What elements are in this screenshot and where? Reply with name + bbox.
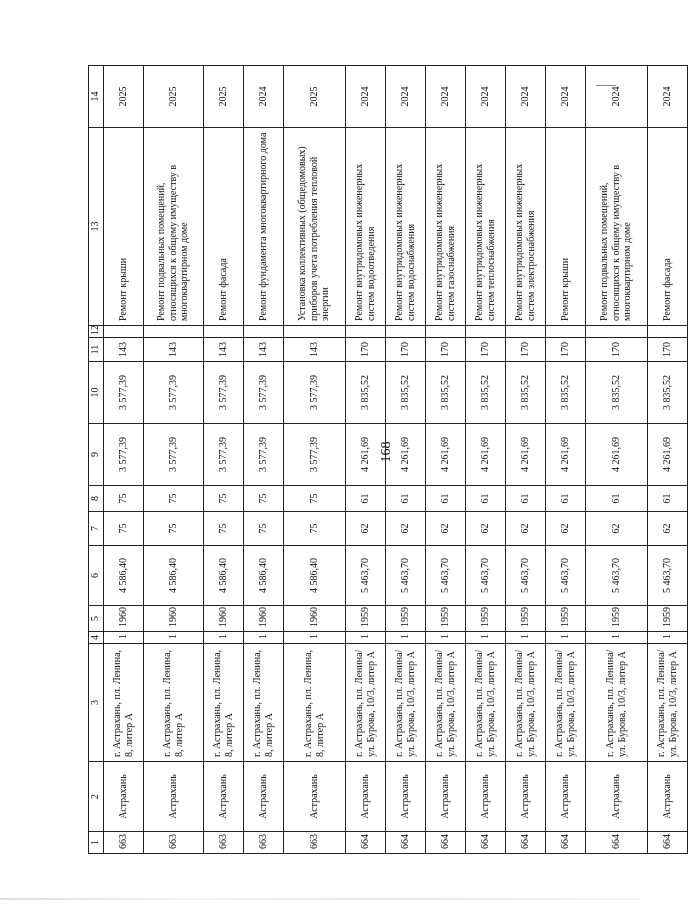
cell-number: 664 xyxy=(648,832,688,854)
table-container xyxy=(88,66,679,854)
table-row xyxy=(284,66,346,854)
cell-plan-year: 2024 xyxy=(506,66,546,128)
cell-work-type: Ремонт фундамента многоквартирного дома xyxy=(244,128,284,326)
cell-col4: 1 xyxy=(346,632,386,644)
cell-year: 1959 xyxy=(586,606,648,632)
cell-col9: 3 577,39 xyxy=(284,424,346,486)
cell-col10: 3 835,52 xyxy=(466,362,506,424)
cell-col10: 3 835,52 xyxy=(426,362,466,424)
cell-col9: 3 577,39 xyxy=(244,424,284,486)
cell-col9: 4 261,69 xyxy=(426,424,466,486)
cell-city: Астрахань xyxy=(204,762,244,832)
table-row xyxy=(506,66,546,854)
cell-col8: 61 xyxy=(648,486,688,512)
cell-address: г. Астрахань, пл. Ленина/ ул. Бурова, 10/3, литер А xyxy=(466,644,506,762)
table-row xyxy=(144,66,204,854)
cell-address: г. Астрахань, пл. Ленина, 8, литер А xyxy=(204,644,244,762)
cell-work-type: Ремонт внутридомовых инженерных систем электроснабжения xyxy=(506,128,546,326)
cell-year: 1959 xyxy=(648,606,688,632)
cell-work-type: Ремонт внутридомовых инженерных систем водоотведения xyxy=(346,128,386,326)
cell-col4: 1 xyxy=(546,632,586,644)
cell-number: 664 xyxy=(506,832,546,854)
cell-col8: 61 xyxy=(426,486,466,512)
cell-col8: 75 xyxy=(104,486,144,512)
cell-area: 5 463,70 xyxy=(506,546,546,606)
cell-col8: 61 xyxy=(506,486,546,512)
cell-col8: 75 xyxy=(284,486,346,512)
cell-city: Астрахань xyxy=(506,762,546,832)
cell-col10: 3 835,52 xyxy=(586,362,648,424)
cell-year: 1959 xyxy=(346,606,386,632)
cell-plan-year: 2024 xyxy=(546,66,586,128)
cell-col11: 170 xyxy=(386,338,426,362)
cell-area: 4 586,40 xyxy=(144,546,204,606)
cell-work-type: Ремонт подвальных помещений, относящихся к общему имуществу в многоквартирном доме xyxy=(586,128,648,326)
column-header-4: 4 xyxy=(89,632,104,644)
cell-city: Астрахань xyxy=(386,762,426,832)
cell-address: г. Астрахань, пл. Ленина/ ул. Бурова, 10/3, литер А xyxy=(546,644,586,762)
cell-col9: 3 577,39 xyxy=(204,424,244,486)
cell-area: 5 463,70 xyxy=(426,546,466,606)
cell-year: 1959 xyxy=(546,606,586,632)
column-header-5: 5 xyxy=(89,606,104,632)
column-header-1: 1 xyxy=(89,832,104,854)
cell-number: 663 xyxy=(104,832,144,854)
cell-city: Астрахань xyxy=(466,762,506,832)
cell-col11: 170 xyxy=(426,338,466,362)
cell-col12 xyxy=(466,326,506,338)
cell-col8: 61 xyxy=(546,486,586,512)
cell-address: г. Астрахань, пл. Ленина, 8, литер А xyxy=(244,644,284,762)
cell-col4: 1 xyxy=(586,632,648,644)
table-row xyxy=(386,66,426,854)
cell-col12 xyxy=(386,326,426,338)
cell-col10: 3 835,52 xyxy=(346,362,386,424)
cell-col7: 62 xyxy=(586,512,648,546)
cell-year: 1959 xyxy=(426,606,466,632)
cell-col7: 75 xyxy=(284,512,346,546)
cell-year: 1959 xyxy=(386,606,426,632)
cell-work-type: Ремонт внутридомовых инженерных систем газоснабжения xyxy=(426,128,466,326)
cell-col9: 3 577,39 xyxy=(104,424,144,486)
cell-address: г. Астрахань, пл. Ленина/ ул. Бурова, 10/3, литер А xyxy=(586,644,648,762)
cell-number: 664 xyxy=(466,832,506,854)
cell-col4: 1 xyxy=(386,632,426,644)
cell-address: г. Астрахань, пл. Ленина/ ул. Бурова, 10/3, литер А xyxy=(648,644,688,762)
cell-city: Астрахань xyxy=(244,762,284,832)
cell-col8: 75 xyxy=(144,486,204,512)
cell-year: 1960 xyxy=(244,606,284,632)
cell-col7: 75 xyxy=(244,512,284,546)
table-row xyxy=(466,66,506,854)
cell-col11: 170 xyxy=(546,338,586,362)
cell-col12 xyxy=(346,326,386,338)
cell-plan-year: 2024 xyxy=(244,66,284,128)
cell-col9: 4 261,69 xyxy=(586,424,648,486)
cell-area: 5 463,70 xyxy=(346,546,386,606)
column-header-10: 10 xyxy=(89,362,104,424)
cell-year: 1960 xyxy=(144,606,204,632)
column-header-9: 9 xyxy=(89,424,104,486)
cell-year: 1960 xyxy=(104,606,144,632)
cell-col11: 143 xyxy=(204,338,244,362)
table-row xyxy=(244,66,284,854)
column-header-11: 11 xyxy=(89,338,104,362)
cell-col10: 3 835,52 xyxy=(546,362,586,424)
cell-col7: 62 xyxy=(386,512,426,546)
cell-col8: 61 xyxy=(386,486,426,512)
cell-plan-year: 2025 xyxy=(144,66,204,128)
cell-col11: 170 xyxy=(506,338,546,362)
cell-city: Астрахань xyxy=(426,762,466,832)
cell-col12 xyxy=(104,326,144,338)
cell-address: г. Астрахань, пл. Ленина, 8, литер А xyxy=(284,644,346,762)
cell-city: Астрахань xyxy=(346,762,386,832)
cell-city: Астрахань xyxy=(546,762,586,832)
cell-col7: 62 xyxy=(466,512,506,546)
repair-schedule-table xyxy=(88,65,688,854)
table-body xyxy=(104,66,688,854)
cell-address: г. Астрахань, пл. Ленина/ ул. Бурова, 10/3, литер А xyxy=(386,644,426,762)
column-header-3: 3 xyxy=(89,644,104,762)
cell-col7: 75 xyxy=(144,512,204,546)
cell-plan-year: 2024 xyxy=(386,66,426,128)
cell-col11: 143 xyxy=(144,338,204,362)
cell-col9: 4 261,69 xyxy=(466,424,506,486)
cell-col12 xyxy=(204,326,244,338)
cell-col11: 143 xyxy=(244,338,284,362)
cell-work-type: Ремонт крыши xyxy=(104,128,144,326)
table-row xyxy=(104,66,144,854)
cell-number: 664 xyxy=(426,832,466,854)
cell-work-type: Ремонт крыши xyxy=(546,128,586,326)
cell-col7: 75 xyxy=(104,512,144,546)
cell-work-type: Установка коллективных (общедомовых) приборов учета потребления тепловой энергии xyxy=(284,128,346,326)
scan-bottom-edge xyxy=(0,898,639,900)
cell-col10: 3 835,52 xyxy=(386,362,426,424)
cell-plan-year: 2024 xyxy=(346,66,386,128)
cell-address: г. Астрахань, пл. Ленина, 8, литер А xyxy=(104,644,144,762)
cell-col11: 170 xyxy=(346,338,386,362)
cell-col4: 1 xyxy=(284,632,346,644)
cell-work-type: Ремонт подвальных помещений, относящихся к общему имуществу в многоквартирном доме xyxy=(144,128,204,326)
cell-col4: 1 xyxy=(506,632,546,644)
cell-year: 1960 xyxy=(284,606,346,632)
table-row xyxy=(346,66,386,854)
cell-col7: 62 xyxy=(346,512,386,546)
cell-col7: 62 xyxy=(546,512,586,546)
cell-col10: 3 577,39 xyxy=(104,362,144,424)
table-row xyxy=(586,66,648,854)
cell-plan-year: 2025 xyxy=(284,66,346,128)
cell-address: г. Астрахань, пл. Ленина/ ул. Бурова, 10/3, литер А xyxy=(506,644,546,762)
cell-area: 4 586,40 xyxy=(244,546,284,606)
cell-col9: 3 577,39 xyxy=(144,424,204,486)
cell-col12 xyxy=(648,326,688,338)
cell-area: 4 586,40 xyxy=(104,546,144,606)
cell-col9: 4 261,69 xyxy=(346,424,386,486)
cell-col10: 3 577,39 xyxy=(144,362,204,424)
cell-number: 663 xyxy=(284,832,346,854)
cell-col10: 3 835,52 xyxy=(648,362,688,424)
column-header-8: 8 xyxy=(89,486,104,512)
cell-col4: 1 xyxy=(204,632,244,644)
cell-area: 5 463,70 xyxy=(386,546,426,606)
cell-plan-year: 2025 xyxy=(104,66,144,128)
cell-col11: 170 xyxy=(466,338,506,362)
column-header-13: 13 xyxy=(89,128,104,326)
table-header-row xyxy=(89,66,104,854)
cell-col11: 143 xyxy=(104,338,144,362)
cell-city: Астрахань xyxy=(144,762,204,832)
rotated-table xyxy=(88,66,679,854)
cell-plan-year: 2024 xyxy=(648,66,688,128)
table-row xyxy=(204,66,244,854)
cell-work-type: Ремонт внутридомовых инженерных систем теплоснабжения xyxy=(466,128,506,326)
cell-plan-year: 2025 xyxy=(204,66,244,128)
cell-area: 4 586,40 xyxy=(204,546,244,606)
cell-col8: 75 xyxy=(244,486,284,512)
cell-col10: 3 577,39 xyxy=(244,362,284,424)
cell-col4: 1 xyxy=(648,632,688,644)
cell-year: 1959 xyxy=(506,606,546,632)
table-row xyxy=(546,66,586,854)
cell-col12 xyxy=(426,326,466,338)
column-header-12: 12 xyxy=(89,326,104,338)
cell-col8: 61 xyxy=(466,486,506,512)
cell-col12 xyxy=(144,326,204,338)
cell-col12 xyxy=(506,326,546,338)
cell-col10: 3 835,52 xyxy=(506,362,546,424)
table-row xyxy=(648,66,688,854)
cell-work-type: Ремонт внутридомовых инженерных систем водоснабжения xyxy=(386,128,426,326)
cell-col7: 75 xyxy=(204,512,244,546)
cell-area: 5 463,70 xyxy=(466,546,506,606)
cell-number: 663 xyxy=(244,832,284,854)
cell-address: г. Астрахань, пл. Ленина/ ул. Бурова, 10/3, литер А xyxy=(346,644,386,762)
cell-address: г. Астрахань, пл. Ленина/ ул. Бурова, 10/3, литер А xyxy=(426,644,466,762)
cell-col4: 1 xyxy=(426,632,466,644)
cell-year: 1959 xyxy=(466,606,506,632)
cell-area: 4 586,40 xyxy=(284,546,346,606)
cell-col11: 170 xyxy=(648,338,688,362)
cell-city: Астрахань xyxy=(284,762,346,832)
cell-year: 1960 xyxy=(204,606,244,632)
cell-area: 5 463,70 xyxy=(546,546,586,606)
column-header-6: 6 xyxy=(89,546,104,606)
column-header-7: 7 xyxy=(89,512,104,546)
cell-work-type: Ремонт фасада xyxy=(204,128,244,326)
cell-plan-year: 2024 xyxy=(426,66,466,128)
cell-number: 663 xyxy=(144,832,204,854)
page-number: 168 xyxy=(379,441,394,463)
cell-number: 664 xyxy=(586,832,648,854)
cell-col9: 4 261,69 xyxy=(546,424,586,486)
cell-area: 5 463,70 xyxy=(586,546,648,606)
cell-plan-year: 2024 xyxy=(466,66,506,128)
column-header-14: 14 xyxy=(89,66,104,128)
cell-address: г. Астрахань, пл. Ленина, 8, литер А xyxy=(144,644,204,762)
cell-number: 664 xyxy=(386,832,426,854)
cell-col11: 170 xyxy=(586,338,648,362)
cell-city: Астрахань xyxy=(586,762,648,832)
cell-col7: 62 xyxy=(648,512,688,546)
cell-col12 xyxy=(546,326,586,338)
table-row xyxy=(426,66,466,854)
cell-col12 xyxy=(586,326,648,338)
cell-col11: 143 xyxy=(284,338,346,362)
cell-plan-year: 2024 xyxy=(586,66,648,128)
column-header-2: 2 xyxy=(89,762,104,832)
cell-number: 663 xyxy=(204,832,244,854)
cell-col8: 61 xyxy=(586,486,648,512)
cell-col9: 4 261,69 xyxy=(506,424,546,486)
cell-col10: 3 577,39 xyxy=(204,362,244,424)
cell-col4: 1 xyxy=(144,632,204,644)
cell-number: 664 xyxy=(346,832,386,854)
cell-col9: 4 261,69 xyxy=(648,424,688,486)
cell-col9: 4 261,69 xyxy=(386,424,426,486)
cell-work-type: Ремонт фасада xyxy=(648,128,688,326)
cell-col8: 75 xyxy=(204,486,244,512)
cell-col12 xyxy=(244,326,284,338)
cell-col4: 1 xyxy=(104,632,144,644)
cell-col8: 61 xyxy=(346,486,386,512)
cell-col12 xyxy=(284,326,346,338)
cell-area: 5 463,70 xyxy=(648,546,688,606)
cell-city: Астрахань xyxy=(104,762,144,832)
cell-col7: 62 xyxy=(506,512,546,546)
cell-col10: 3 577,39 xyxy=(284,362,346,424)
cell-col4: 1 xyxy=(244,632,284,644)
cell-city: Астрахань xyxy=(648,762,688,832)
cell-number: 664 xyxy=(546,832,586,854)
cell-col4: 1 xyxy=(466,632,506,644)
cell-col7: 62 xyxy=(426,512,466,546)
